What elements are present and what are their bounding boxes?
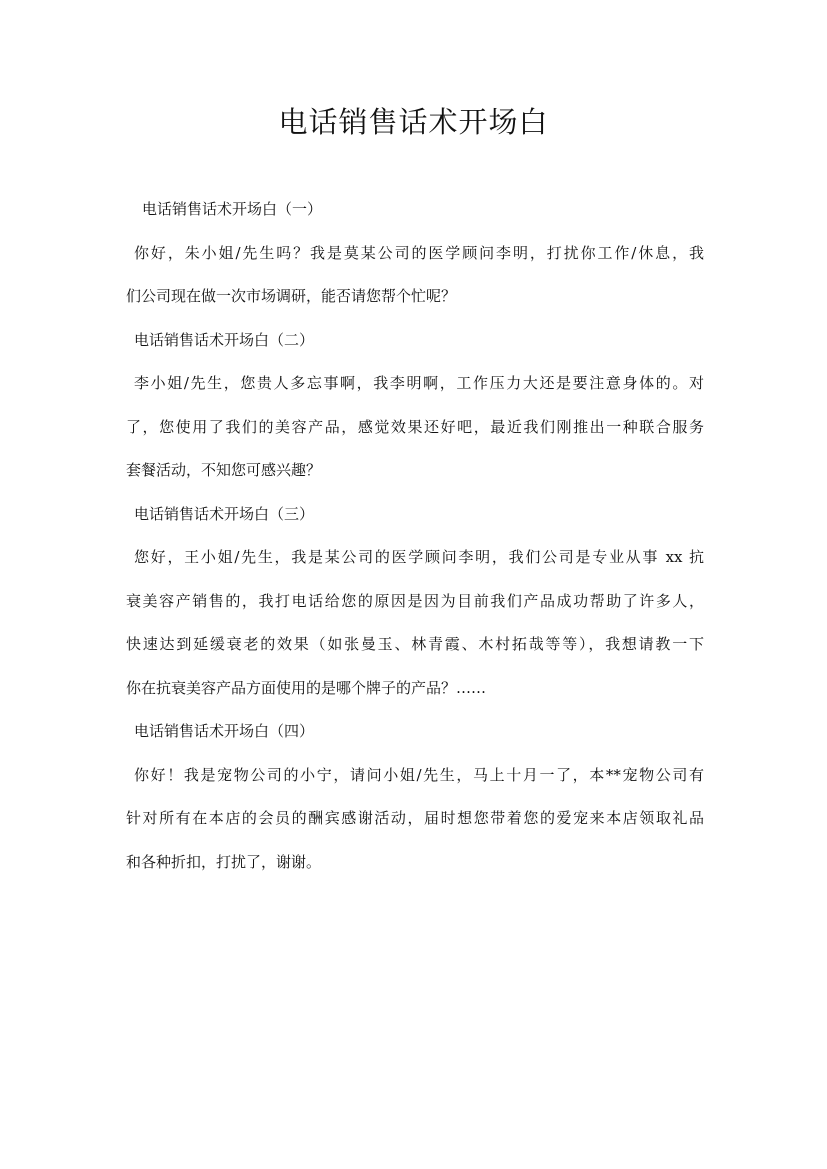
section-4-line-2: 针对所有在本店的会员的酬宾感谢活动，届时想您带着您的爱宠来本店领取礼品 xyxy=(126,809,704,827)
section-3-line-1: 您好，王小姐/先生，我是某公司的医学顾问李明，我们公司是专业从事 xx 抗 xyxy=(134,548,704,566)
section-4-heading: 电话销售话术开场白（四） xyxy=(134,722,315,740)
section-3-line-4: 你在抗衰美容产品方面使用的是哪个牌子的产品？…… xyxy=(126,678,487,697)
section-1-heading: 电话销售话术开场白（一） xyxy=(142,200,323,218)
section-1-line-2: 们公司现在做一次市场调研，能否请您帮个忙呢？ xyxy=(126,287,457,305)
section-3-line-3: 快速达到延缓衰老的效果（如张曼玉、林青霞、木村拓哉等等），我想请教一下 xyxy=(126,635,704,653)
section-2-line-2: 了，您使用了我们的美容产品，感觉效果还好吧，最近我们刚推出一种联合服务 xyxy=(126,417,704,436)
section-1-line-1: 你好，朱小姐/先生吗？我是莫某公司的医学顾问李明，打扰你工作/休息，我 xyxy=(134,243,704,262)
section-4-line-3: 和各种折扣，打扰了，谢谢。 xyxy=(126,852,322,871)
section-3-line-2: 衰美容产销售的，我打电话给您的原因是因为目前我们产品成功帮助了许多人， xyxy=(126,591,704,610)
section-3-heading: 电话销售话术开场白（三） xyxy=(134,504,315,523)
document-title: 电话销售话术开场白 xyxy=(278,105,549,139)
section-2-line-1: 李小姐/先生，您贵人多忘事啊，我李明啊，工作压力大还是要注意身体的。对 xyxy=(134,374,704,392)
section-2-heading: 电话销售话术开场白（二） xyxy=(134,330,315,349)
section-4-line-1: 你好！我是宠物公司的小宁，请问小姐/先生，马上十月一了，本**宠物公司有 xyxy=(134,765,704,784)
document-body xyxy=(126,195,704,891)
section-2-line-3: 套餐活动，不知您可感兴趣？ xyxy=(126,461,322,479)
